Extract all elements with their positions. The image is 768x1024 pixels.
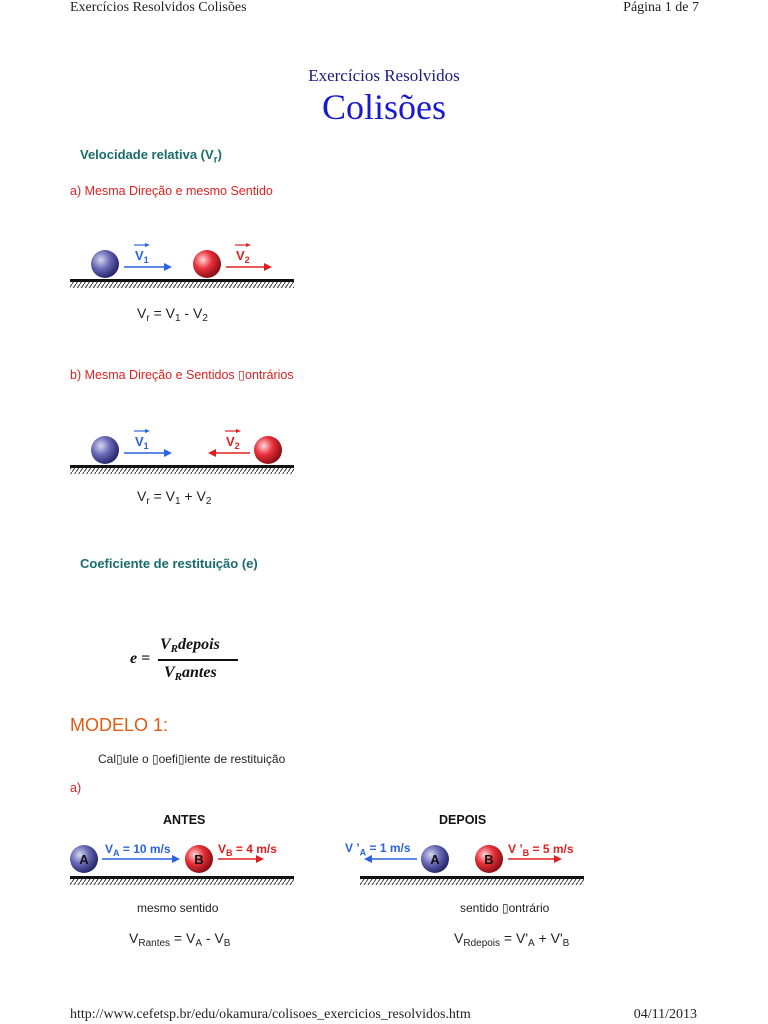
equation-a: $V_r = V_1 - V_2$	[137, 305, 208, 324]
depois-caption: sentido ▯ontrário	[460, 901, 550, 915]
antes-title: ANTES	[163, 813, 206, 827]
section-heading-coeficiente: Coeficiente de restituição (e)	[80, 556, 258, 571]
section-heading-velocidade: Velocidade relativa $(V_r)$	[80, 147, 222, 166]
equation-b: $V_r = V_1 + V_2$	[137, 488, 212, 507]
footer-url[interactable]: http://www.cefetsp.br/edu/okamura/colisoes_exercicios_resolvidos.htm	[70, 1007, 471, 1022]
doc-title: Colisões	[321, 87, 446, 127]
label-v2: $V_2$	[236, 248, 250, 265]
label-va-depois: V $’_A = 1$ m/s	[345, 841, 411, 858]
label-vb-depois: V $’_B = 5$ m/s	[508, 842, 574, 858]
label-v1: $V_1$	[135, 434, 149, 451]
label-vb: $V_B = 4$ m/s	[218, 842, 277, 858]
svg-text:B: B	[484, 852, 494, 867]
label-v2: $V_2$	[226, 434, 240, 451]
ball-2	[254, 436, 282, 464]
antes-caption: mesmo sentido	[137, 901, 219, 915]
svg-text:A: A	[430, 852, 440, 867]
header-title: Exercícios Resolvidos Colisões	[70, 0, 247, 15]
svg-text:A: A	[79, 852, 89, 867]
modelo-instruction: Cal▯ule o ▯oefi▯iente de restituição	[98, 752, 286, 766]
item-a-label: a) Mesma Direção e mesmo Sentido	[70, 184, 273, 198]
diagram-sentidos-contrarios	[68, 424, 296, 480]
formula-coeficiente: e = $V_Rdepois$ $V_Rantes$	[130, 636, 250, 692]
equation-depois: $V_{Rdepois} = V'_A + V'_B$	[454, 930, 570, 949]
footer-date: 04/11/2013	[633, 1007, 697, 1022]
page-number: Página 1 de 7	[623, 0, 699, 15]
diagram-mesmo-sentido	[68, 236, 296, 292]
modelo-item-a: a)	[70, 781, 82, 795]
equation-antes: $V_{Rantes} = V_A - V_B$	[129, 930, 231, 949]
modelo-title: MODELO 1:	[70, 715, 169, 735]
diagram-antes	[68, 834, 296, 890]
item-b-label: b) Mesma Direção e Sentidos ▯ontrários	[70, 368, 294, 382]
depois-title: DEPOIS	[439, 813, 487, 827]
label-va: $V_A = 10$ m/s	[105, 842, 171, 858]
ball-2	[193, 250, 221, 278]
svg-text:B: B	[194, 852, 204, 867]
ball-1	[91, 250, 119, 278]
ball-1	[91, 436, 119, 464]
label-v1: $V_1$	[135, 248, 149, 265]
doc-subtitle: Exercícios Resolvidos	[308, 66, 460, 85]
